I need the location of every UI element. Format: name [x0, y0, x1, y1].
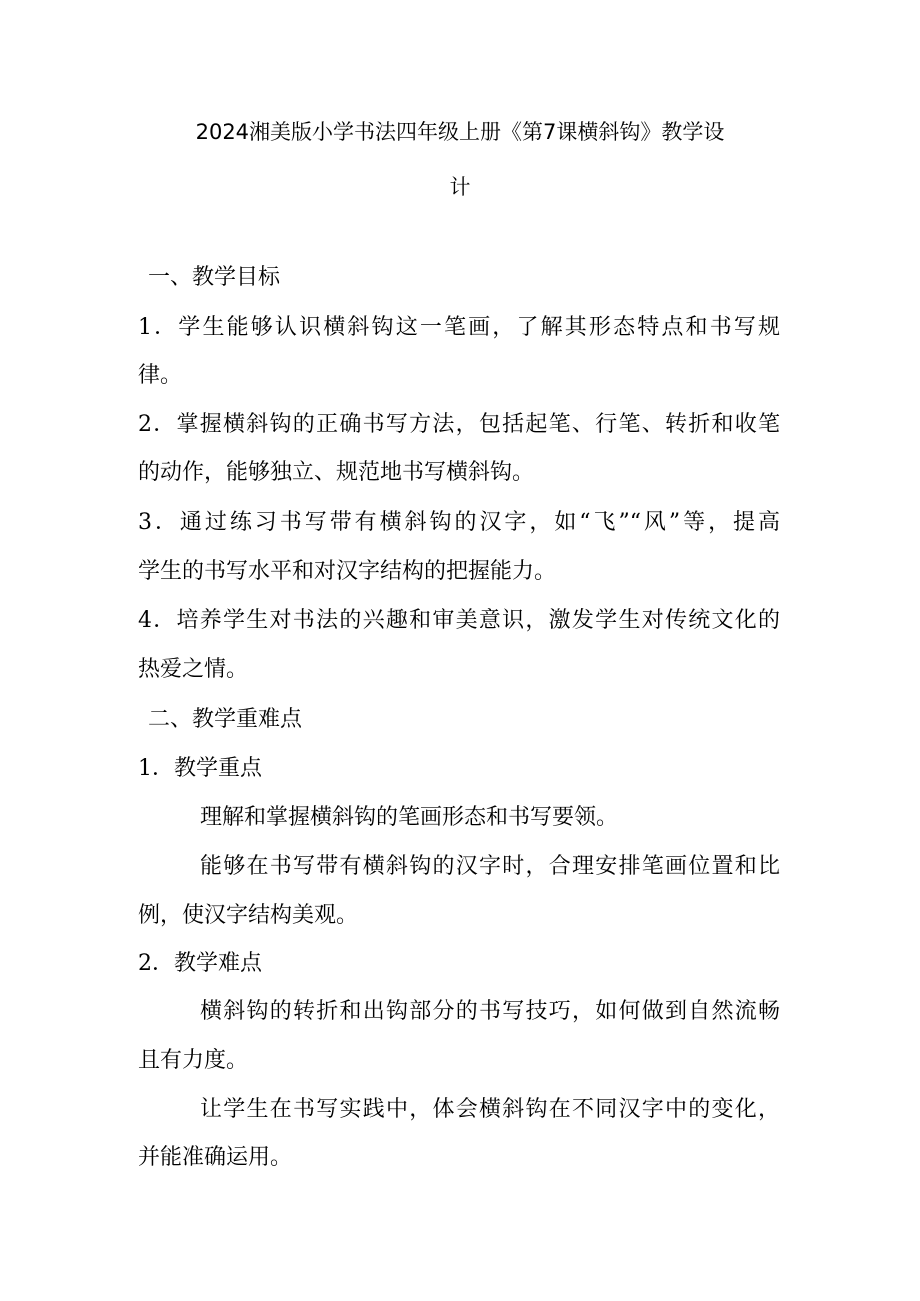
objective-4-line-2: 热爱之情。 — [138, 657, 249, 682]
key-points-paragraph-2-line-2: 例，使汉字结构美观。 — [138, 903, 359, 928]
document-title-line-2: 计 — [449, 175, 471, 199]
difficult-points-heading: 2．教学难点 — [138, 951, 262, 976]
section-1-heading: 一、教学目标 — [148, 265, 281, 290]
objective-2-line-1: 2．掌握横斜钩的正确书写方法，包括起笔、行笔、转折和收笔 — [138, 412, 780, 437]
objective-1-line-1: 1．学生能够认识横斜钩这一笔画，了解其形态特点和书写规 — [138, 315, 780, 340]
key-points-paragraph-2-line-1: 能够在书写带有横斜钩的汉字时，合理安排笔画位置和比 — [200, 854, 780, 879]
difficult-points-paragraph-1-line-1: 横斜钩的转折和出钩部分的书写技巧，如何做到自然流畅 — [200, 999, 780, 1024]
key-points-paragraph-1: 理解和掌握横斜钩的笔画形态和书写要领。 — [200, 805, 619, 830]
difficult-points-paragraph-2-line-2: 并能准确运用。 — [138, 1145, 293, 1170]
difficult-points-paragraph-1-line-2: 且有力度。 — [138, 1048, 249, 1073]
key-points-heading: 1．教学重点 — [138, 756, 262, 781]
objective-4-line-1: 4．培养学生对书法的兴趣和审美意识，激发学生对传统文化的 — [138, 608, 780, 633]
objective-1-line-2: 律。 — [138, 363, 183, 388]
objective-3-line-2: 学生的书写水平和对汉字结构的把握能力。 — [138, 559, 557, 584]
difficult-points-paragraph-2-line-1: 让学生在书写实践中，体会横斜钩在不同汉字中的变化， — [200, 1097, 780, 1122]
objective-2-line-2: 的动作，能够独立、规范地书写横斜钩。 — [138, 460, 535, 485]
section-2-heading: 二、教学重难点 — [148, 707, 303, 732]
objective-3-line-1: 3．通过练习书写带有横斜钩的汉字，如“飞”“风”等，提高 — [138, 510, 780, 535]
document-title-line-1: 2024湘美版小学书法四年级上册《第7课横斜钩》教学设 — [195, 120, 725, 144]
